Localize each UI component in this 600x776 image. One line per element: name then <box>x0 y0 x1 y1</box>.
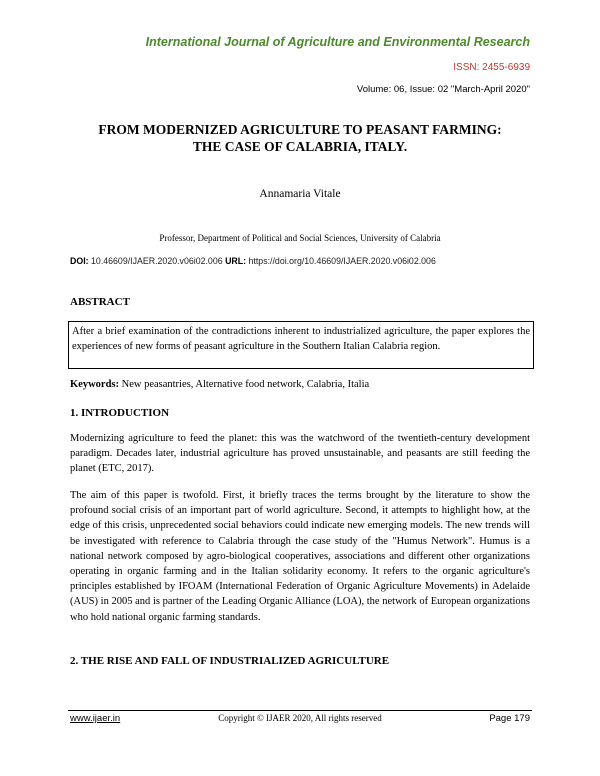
footer-site-link[interactable]: www.ijaer.in <box>70 713 121 724</box>
issn: ISSN: 2455-6939 <box>453 62 530 73</box>
url-value[interactable]: https://doi.org/10.46609/IJAER.2020.v06i02.006 <box>248 256 436 266</box>
doi-label: DOI: <box>70 256 89 266</box>
author-name: Annamaria Vitale <box>259 188 341 200</box>
intro-heading: 1. INTRODUCTION <box>70 407 170 419</box>
journal-name: International Journal of Agriculture and Environmental Research <box>145 35 530 49</box>
keywords-text: New peasantries, Alternative food network, Calabria, Italia <box>121 379 370 390</box>
article-title <box>70 121 530 155</box>
title-line-2: THE CASE OF CALABRIA, ITALY. <box>192 139 408 154</box>
footer-copyright: Copyright © IJAER 2020, All rights reserved <box>218 713 382 723</box>
footer-divider <box>68 710 532 711</box>
doi-value[interactable]: 10.46609/IJAER.2020.v06i02.006 <box>91 256 223 266</box>
abstract-box: After a brief examination of the contradictions inherent to industrialized agriculture, the paper explores the experiences of new forms of peasant agriculture in the Southern Italian Calabria region. <box>68 321 534 369</box>
intro-paragraph-1: Modernizing agriculture to feed the planet: this was the watchword of the twentieth-century development paradigm. Decades later, industrial agriculture has proved unsustainable, and peasants are still feeding the planet (ETC, 2017). <box>70 433 530 475</box>
page-number: Page 179 <box>489 713 530 724</box>
volume-issue: Volume: 06, Issue: 02 "March-April 2020" <box>356 84 530 95</box>
intro-paragraph-2: The aim of this paper is twofold. First, it briefly traces the terms brought by the literature to show the profound social crisis of an important part of world agriculture. Second, it attempts to highlight how, at the edge of this crisis, unprecedented social behaviors could indicate new emerging models. The new trends will be investigated with reference to Calabria through the case study of the "Humus Network". Humus is a national network composed by agro-biological cooperatives, associations and different other organizations operating in organic farming and in the Italian solidarity economy. It refers to the organic agriculture's principles established by IFOAM (International Federation of Organic Agriculture Movements) in Adelaide (AUS) in 2005 and is partner of the Leading Organic Alliance (LOA), the network of European organizations who hold national organic farming standards. <box>70 490 530 623</box>
keywords-line <box>70 379 530 390</box>
title-line-1: FROM MODERNIZED AGRICULTURE TO PEASANT FARMING: <box>98 122 502 137</box>
keywords-label: Keywords: <box>70 379 119 390</box>
abstract-heading: ABSTRACT <box>70 296 130 308</box>
url-label: URL: <box>225 256 247 266</box>
section-2-heading: 2. THE RISE AND FALL OF INDUSTRIALIZED AGRICULTURE <box>70 655 390 667</box>
doi-line <box>70 256 540 266</box>
author-affiliation: Professor, Department of Political and Social Sciences, University of Calabria <box>159 233 441 243</box>
